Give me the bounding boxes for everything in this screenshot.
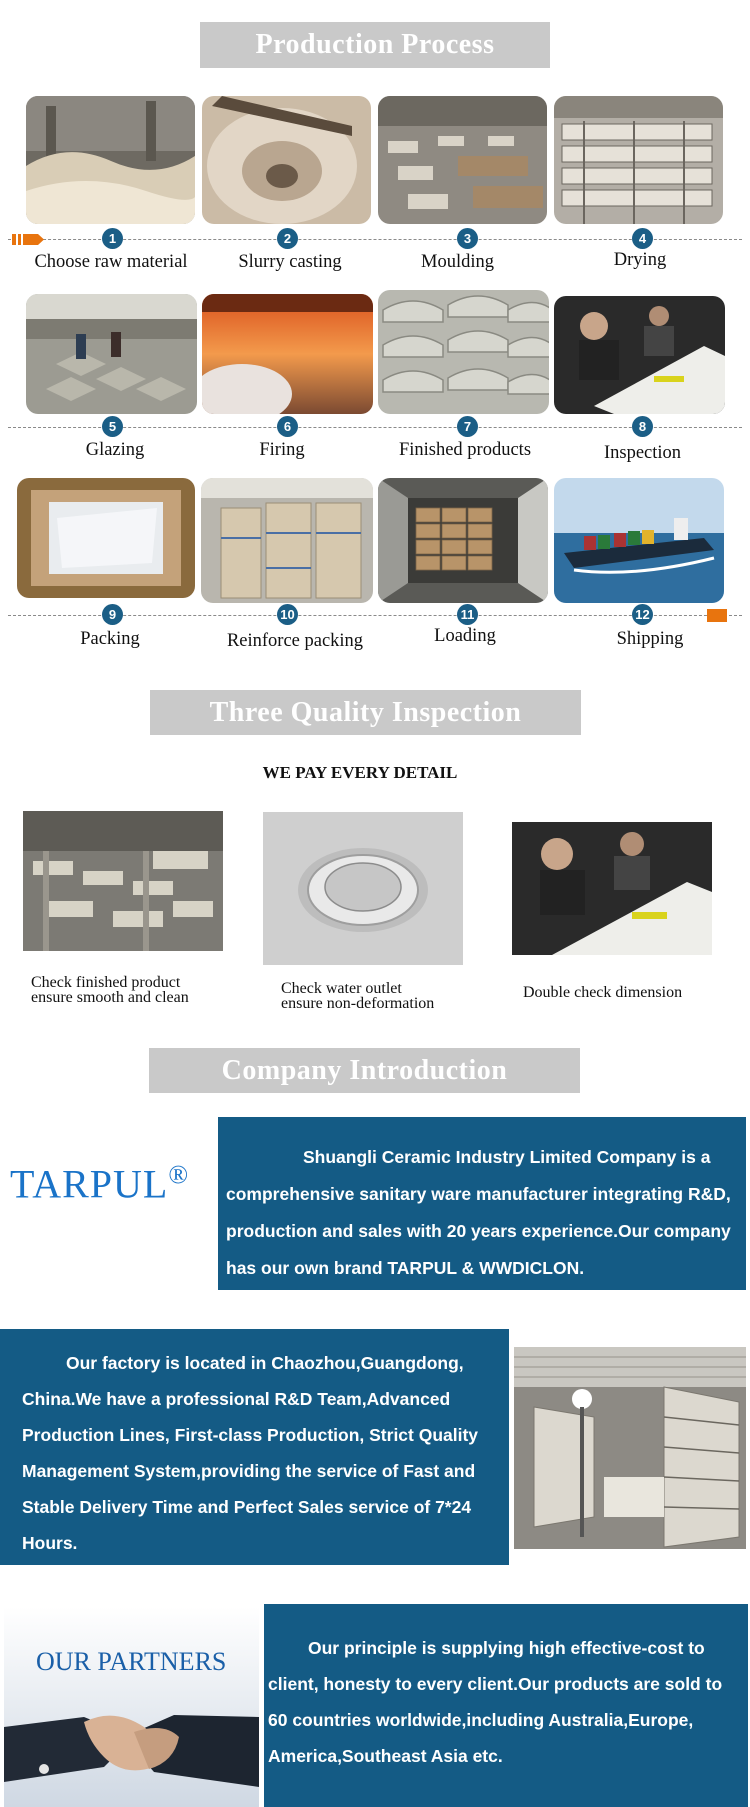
glazing-photo: [26, 294, 197, 414]
moulding-photo: [378, 96, 547, 224]
step-number: 9: [102, 604, 123, 625]
quality-caption: [31, 975, 189, 1005]
step-number: 2: [277, 228, 298, 249]
brand-name: TARPUL: [10, 1161, 169, 1207]
production-process-banner: Production Process: [200, 22, 550, 68]
principle-text: Our principle is supplying high effective-cost to client, honesty to every client.Our products are sold to 60 countries worldwide,including Australia,Europe, America,Southeast Asia etc.: [268, 1638, 723, 1766]
water-outlet-check-photo: [263, 812, 463, 965]
company-introduction-banner: Company Introduction: [149, 1048, 580, 1093]
quality-caption-line1: Double check dimension: [523, 984, 683, 1001]
quality-caption-line1: Check finished product: [31, 974, 181, 991]
step-number: 1: [102, 228, 123, 249]
finished-products-photo: [378, 290, 549, 414]
step-label: Choose raw material: [34, 252, 188, 272]
step-label: Packing: [80, 629, 140, 649]
step-label: Slurry casting: [238, 252, 342, 272]
step-number: 5: [102, 416, 123, 437]
inspection-photo: [554, 296, 725, 414]
step-number: 4: [632, 228, 653, 249]
finished-product-check-photo: [23, 811, 223, 951]
reinforce-packing-photo: [201, 478, 373, 603]
quality-caption: [523, 985, 682, 1000]
step-label: Drying: [613, 250, 667, 270]
raw-material-photo: [26, 96, 195, 224]
company-intro-box: [218, 1117, 746, 1290]
quality-inspection-banner: Three Quality Inspection: [150, 690, 581, 735]
dimension-check-photo: [512, 822, 712, 955]
firing-photo: [202, 294, 373, 414]
step-label: Inspection: [603, 443, 682, 463]
quality-caption-line2: ensure smooth and clean: [31, 989, 189, 1006]
company-intro-text: Shuangli Ceramic Industry Limited Company is a comprehensive sanitary ware manufacturer integrating R&D, production and sales with 20 years experience.Our company has our own brand TARPUL & WWDICLON.: [226, 1147, 731, 1278]
step-number: 3: [457, 228, 478, 249]
timeline-end-marker: [707, 609, 727, 622]
shipping-photo: [554, 478, 724, 603]
quality-caption: [281, 981, 434, 1011]
step-label: Loading: [434, 626, 496, 646]
drying-photo: [554, 96, 723, 224]
registered-mark: ®: [168, 1160, 190, 1189]
quality-caption-line2: ensure non-deformation: [281, 995, 435, 1012]
factory-info-text: Our factory is located in Chaozhou,Guangdong, China.We have a professional R&D Team,Advanced Production Lines, First-class Production, Strict Quality Management System,providing the service of Fast and Stable Delivery Time and Perfect Sales service of 7*24 Hours.: [22, 1353, 479, 1553]
packing-photo: [17, 478, 195, 598]
factory-info-box: [0, 1329, 509, 1565]
step-label: Moulding: [421, 252, 494, 272]
factory-photo: [514, 1347, 746, 1549]
quality-caption-line1: Check water outlet: [281, 980, 402, 997]
step-number: 10: [277, 604, 298, 625]
step-label: Finished products: [398, 440, 532, 460]
step-number: 12: [632, 604, 653, 625]
step-label: Shipping: [616, 629, 684, 649]
step-label: Glazing: [85, 440, 145, 460]
tarpul-logo: [10, 1160, 210, 1210]
step-label: Firing: [259, 440, 305, 460]
partners-handshake-image: [4, 1607, 259, 1807]
our-partners-label: OUR PARTNERS: [36, 1647, 227, 1676]
quality-subtitle: WE PAY EVERY DETAIL: [262, 763, 458, 782]
step-number: 8: [632, 416, 653, 437]
step-number: 7: [457, 416, 478, 437]
slurry-casting-photo: [202, 96, 371, 224]
loading-photo: [378, 478, 548, 603]
step-number: 11: [457, 604, 478, 625]
step-label: Reinforce packing: [226, 631, 364, 651]
principle-box: [264, 1604, 748, 1807]
step-number: 6: [277, 416, 298, 437]
timeline-start-marker: [12, 233, 44, 246]
